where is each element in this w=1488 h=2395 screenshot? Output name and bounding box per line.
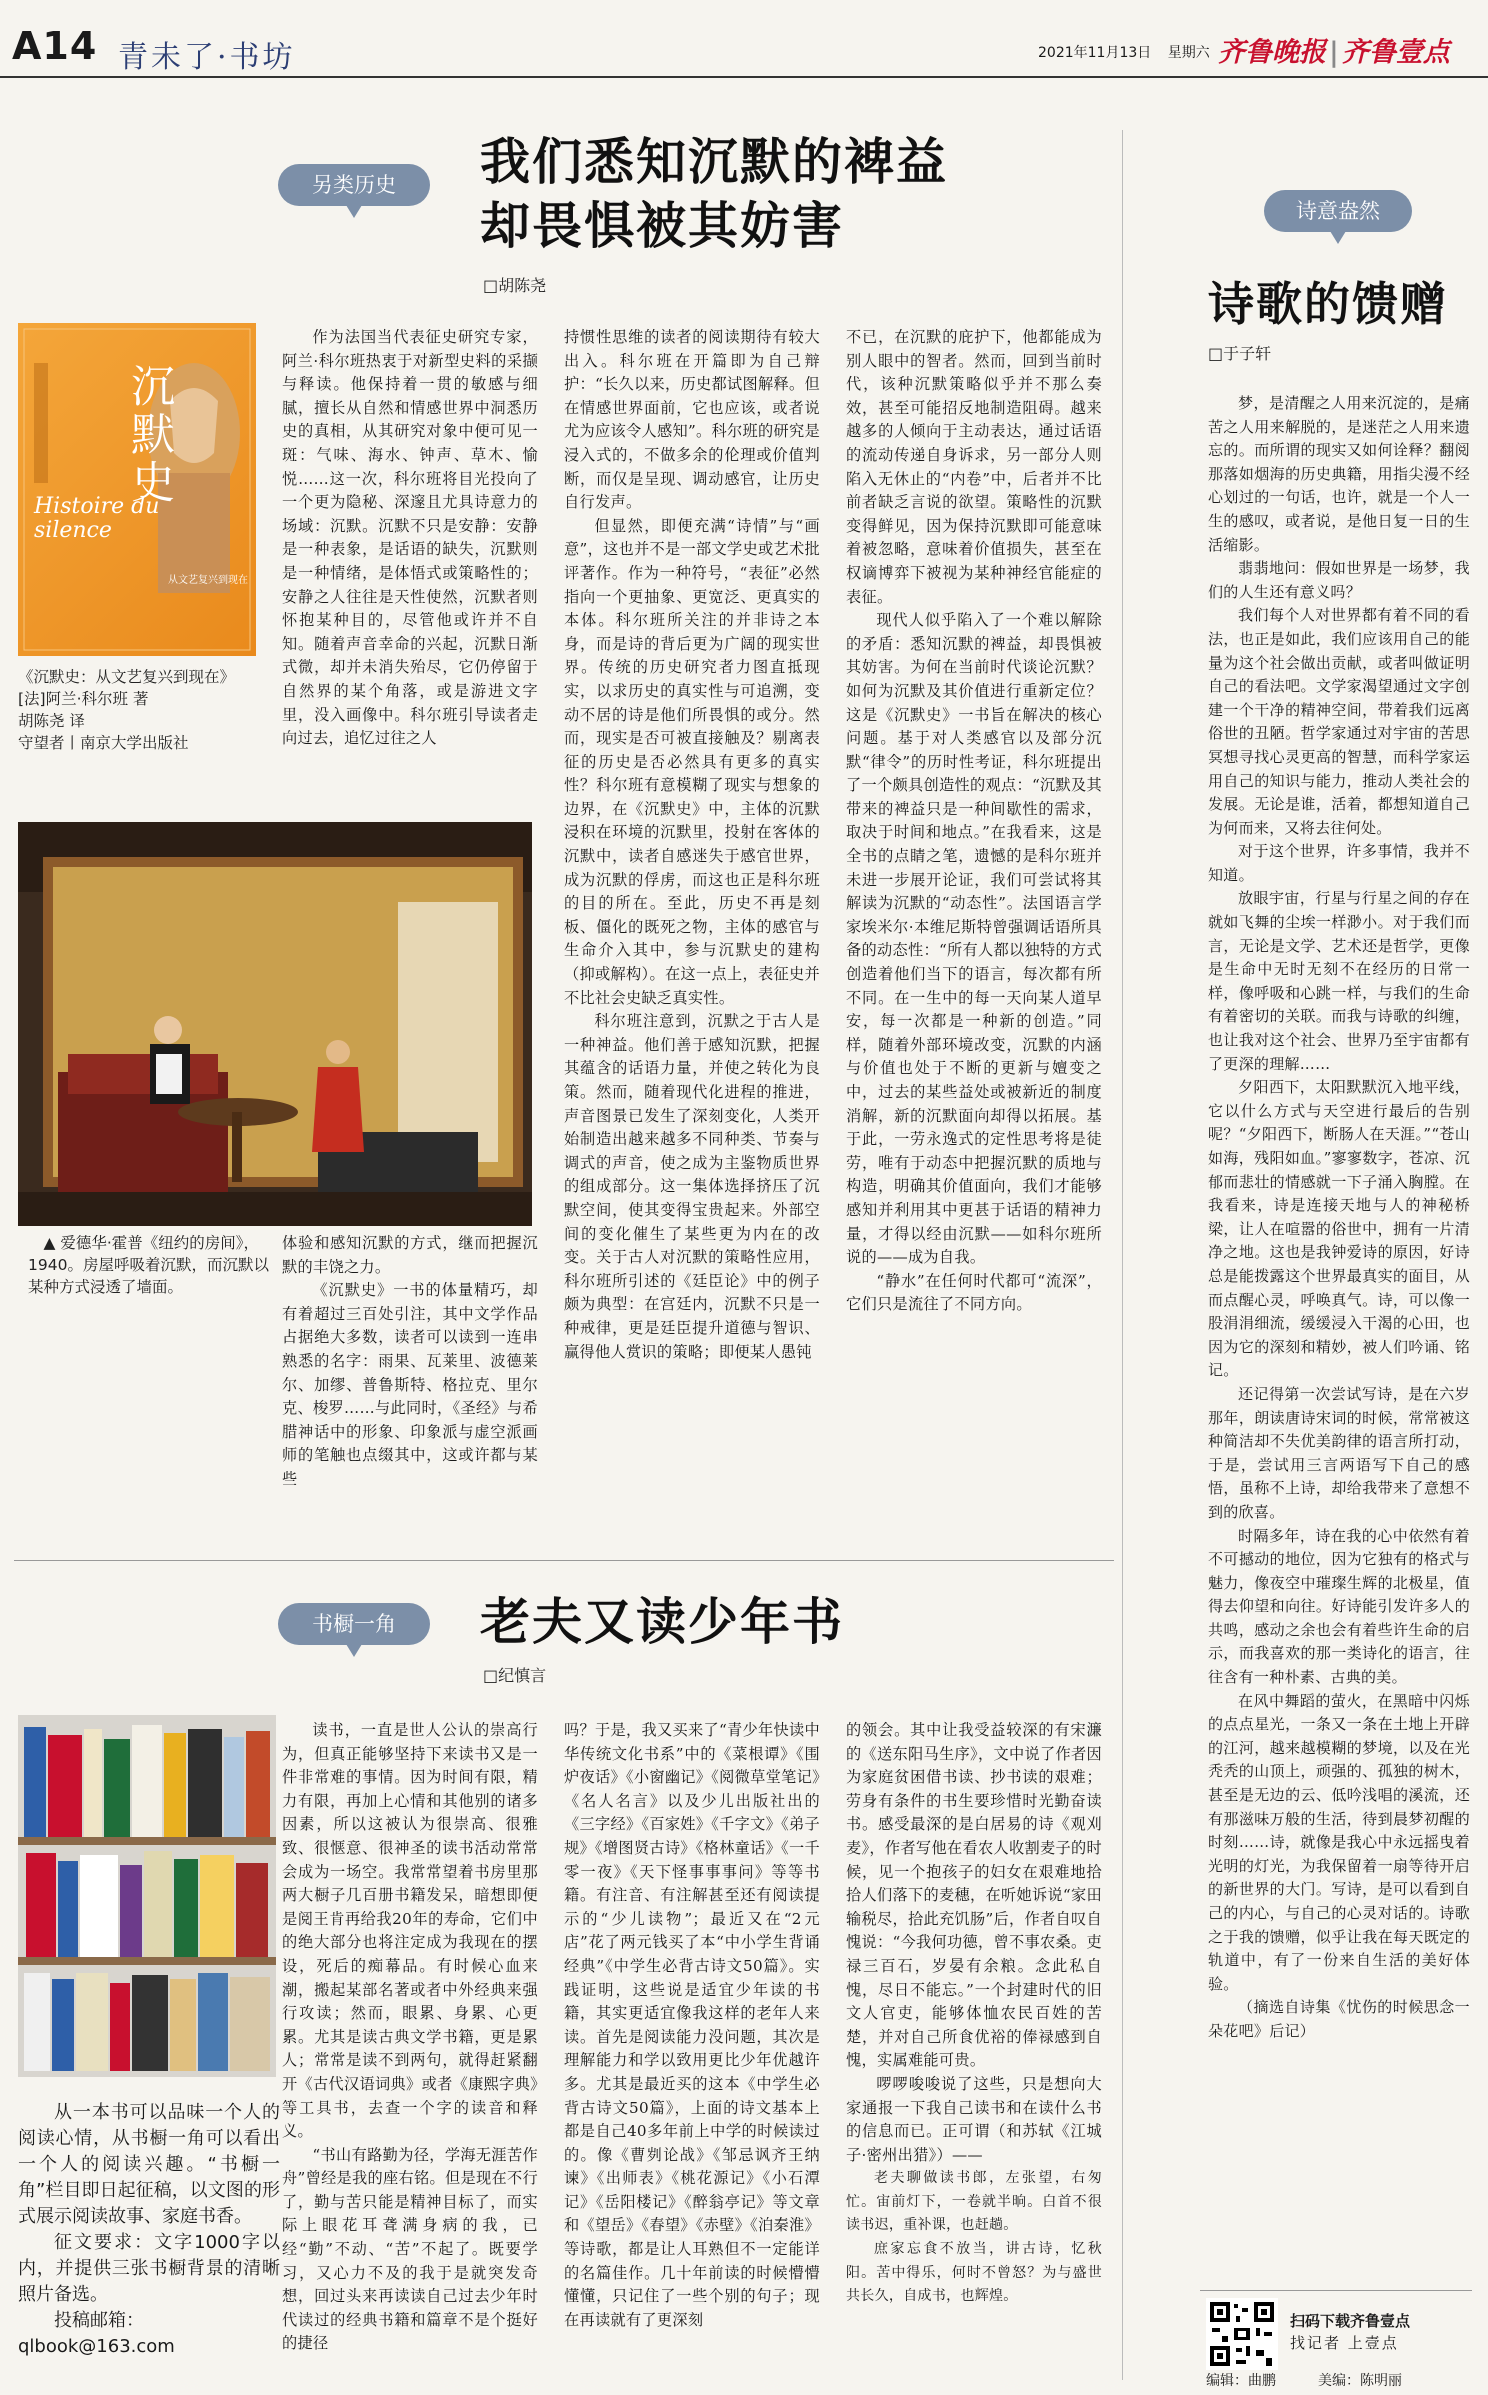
article1-column-3 xyxy=(846,326,1102,1317)
bookshelf-image xyxy=(18,1715,276,2077)
article1-paragraph: 科尔班注意到，沉默之于古人是一种神益。他们善于感知沉默，把握其蕴含的话语力量，并使之转化为良策。然而，随着现代化进程的推进，声音图景已发生了深刻变化，人类开始制造出越来越多不同种类、节奏与调式的声音，使之成为主鉴物质世界的组成部分。这一集体选择挤压了沉默空间，使其变得宝贵起来。外部空间的变化催生了某些更为内在的改变。关于古人对沉默的策略性应用，科尔班所引述的《廷臣论》中的例子颇为典型：在宫廷内，沉默不只是一种戒律，更是廷臣提升道德与智识、赢得他人赏识的策略；即便某人愚钝 xyxy=(564,1012,820,1361)
article3-paragraph: 梦，是清醒之人用来沉淀的，是痛苦之人用来解脱的，是迷茫之人用来遗忘的。而所谓的现实又如何诠释？翻阅那落如烟海的历史典籍，用指尖漫不经心划过的一句话，也许，就是一个人一生的感叹，或者说，是他日复一日的生活缩影。 xyxy=(1208,394,1470,554)
article1-paragraph: “静水”在任何时代都可“流深”，它们只是流往了不同方向。 xyxy=(846,1271,1102,1314)
tag-poetic: 诗意盎然 xyxy=(1264,190,1412,232)
article1-title-line1: 我们悉知沉默的裨益 xyxy=(480,132,948,191)
tag-alternative-history: 另类历史 xyxy=(278,164,430,206)
section-title: 青未了·书坊 xyxy=(118,40,296,75)
footer-rule xyxy=(1200,2290,1472,2291)
brand-name-1: 齐鲁晚报 xyxy=(1218,37,1326,68)
article2-column-2 xyxy=(564,1719,820,2332)
issue-date xyxy=(1038,42,1210,62)
right-column-divider xyxy=(1122,130,1123,2380)
book-caption-publisher: 守望者丨南京大学出版社 xyxy=(18,734,189,752)
brand-name-2: 齐鲁壹点 xyxy=(1341,37,1450,68)
article3-paragraph: 翡翡地问：假如世界是一场梦，我们的人生还有意义吗？ xyxy=(1208,559,1470,601)
article1-column-1b xyxy=(282,1232,538,1492)
article3-paragraph: 对于这个世界，许多事情，我并不知道。 xyxy=(1208,842,1470,884)
article2-poem: 老夫聊做读书郎，左张望，右匆忙。宙前灯下，一卷就半晌。白首不很读书迟，重补课，也赶趟。 xyxy=(846,2170,1102,2234)
qr-code[interactable] xyxy=(1206,2298,1278,2370)
painting-caption: ▲ 爱德华·霍普《纽约的房间》，1940。房屋呼吸着沉默，而沉默以某种方式浸透了墙面。 xyxy=(28,1234,269,1296)
header-rule xyxy=(0,76,1488,78)
article3-paragraph: 我们每个人对世界都有着不同的看法，也正是如此，我们应该用自己的能量为这个社会做出贡献，或者叫做证明自己的看法吧。文学家渴望通过文字创建一个干净的精神空间，带着我们远离俗世的丑陋。哲学家通过对宇宙的苦思冥想寻找心灵更高的智慧，而科学家运用自己的知识与能力，推动人类社会的发展。无论是谁，活着，都想知道自己为何而来，又将去往何处。 xyxy=(1208,606,1470,837)
article1-byline: □胡陈尧 xyxy=(483,276,547,295)
date: 2021年11月13日 xyxy=(1038,45,1152,61)
painting-art xyxy=(18,822,532,1226)
article1-paragraph: 现代人似乎陷入了一个难以解除的矛盾：悉知沉默的裨益，却畏惧被其妨害。为何在当前时代谈论沉默？如何为沉默及其价值进行重新定位？这是《沉默史》一书旨在解决的核心问题。基于对人类感官以及部分沉默“律令”的历时性考证，科尔班提出了一个颇具创造性的观点：“沉默及其带来的裨益只是一种间歇性的需求，取决于时间和地点。”在我看来，这是全书的点睛之笔，遗憾的是科尔班并未进一步展开论证，我们可尝试将其解读为沉默的“动态性”。法国语言学家埃米尔·本维尼斯特曾强调话语所具备的动态性：“所有人都以独特的方式创造着他们当下的语言，每次都有所不同。在一生中的每一天向某人道早安，每一次都是一种新的创造。”同样，随着外部环境改变，沉默的内涵与价值也处于不断的更新与嬗变之中，过去的某些益处或被新近的制度消解，新的沉默面向却得以拓展。基于此，一劳永逸式的定性思考将是徒劳，唯有于动态中把握沉默的质地与构造，明确其价值面向，我们才能够感知并利用其中更甚于话语的精神力量，才得以经由沉默——如科尔班所说的——成为自我。 xyxy=(846,611,1102,1267)
article2-poem: 庶家忘食不放当，讲古诗，忆秋阳。苦中得乐，何时不曾怒？为与盛世共长久，自成书，也辉煌。 xyxy=(846,2241,1102,2305)
article1-paragraph: 但显然，即便充满“诗情”与“画意”，这也并不是一部文学史或艺术批评著作。作为一种符号，“表征”必然指向一个更抽象、更宽泛、更真实的本体。科尔班所关注的并非诗之本身，而是诗的背后更为广阔的现实世界。传统的历史研究者力图直抵现实，以求历史的真实性与可追溯，变动不居的诗是他们所畏惧的或分。然而，现实是否可被直接触及？剔离表征的历史是否必然具有更多的真实性？科尔班有意模糊了现实与想象的边界，在《沉默史》中，主体的沉默浸积在环境的沉默里，投射在客体的沉默中，读者自感迷失于感官世界，成为沉默的俘虏，而这也正是科尔班的目的所在。至此，历史不再是刻板、僵化的既死之物，主体的感官与生命介入其中，参与沉默史的建构（抑或解构）。在这一点上，表征史并不比社会史缺乏真实性。 xyxy=(564,516,820,1007)
article2-paragraph: 啰啰唆唆说了这些，只是想向大家通报一下我自己读书和在读什么书的信息而已。正可谓（和苏轼《江城子·密州出猎》）—— xyxy=(846,2074,1102,2164)
qr-promo xyxy=(1290,2310,1410,2354)
article1-paragraph: 作为法国当代表征史研究专家，阿兰·科尔班热衷于对新型史料的采撷与释读。他保持着一贯的敏感与细腻，擅长从自然和情感世界中洞悉历史的真相，从其研究对象中便可见一斑：气味、海水、钟声、草木、愉悦……这一次，科尔班将目光投向了一个更为隐秘、深邃且尤具诗意力的场域：沉默。沉默不只是安静：安静是一种表象，是话语的缺失，沉默则是一种情绪，是体悟式或策略性的；安静之人往往是天性使然，沉默者则怀抱某种目的，尽管他或许并不自知。随着声音幸命的兴起，沉默日渐式微，却并未消失殆尽，它仍停留于自然界的某个角落，或是游进文字里，没入画像中。科尔班引导读者走向过去，追忆过往之人 xyxy=(282,328,538,748)
page-number: A14 xyxy=(12,24,98,68)
article2-column-1 xyxy=(282,1719,538,2356)
article1-paragraph: 不已，在沉默的庇护下，他都能成为别人眼中的智者。然而，回到当前时代，该种沉默策略似乎并不那么奏效，甚至可能招反地制造阻碍。越来越多的人倾向于主动表达，通过话语的流动传递自身诉求，另一部分人则陷入无休止的“内卷”中，后者并不比前者缺乏言说的欲望。策略性的沉默变得鲜见，因为保持沉默即可能意味着被忽略，意味着价值损失，甚至在权谪博弈下被视为某种神经官能症的表征。 xyxy=(846,328,1102,606)
article1-paragraph: 持惯性思维的读者的阅读期待有较大出入。科尔班在开篇即为自己辩护：“长久以来，历史都试图解释。但在情感世界面前，它也应该，或者说尤为应该令人感知”。科尔班的研究是浸入式的，不做多余的伦理或价值判断，而仅是呈现、调动感官，让历史自行发声。 xyxy=(564,328,820,512)
book-caption-author: [法]阿兰·科尔班 著 xyxy=(18,690,149,708)
article2-paragraph: 读书，一直是世人公认的崇高行为，但真正能够坚持下来读书又是一件非常难的事情。因为时间有限，精力有限，再加上心情和其他别的诸多因素，所以这被认为很崇高、很雅致、很惬意、很神圣的读书活动常常会成为一场空。我常常望着书房里那两大橱子几百册书籍发呆，暗想即便是阅王肯再给我20年的寿命，它们中的绝大部分也将注定成为我现在的摆设，死后的痴幕品。有时候心血来潮，搬起某部名著或者中外经典来强行攻读；然而，眼累、身累、心更累。尤其是读古典文学书籍，更是累人；常常是读不到两句，就得赶紧翻开《古代汉语词典》或者《康熙字典》等工具书，去查一个字的读音和释义。 xyxy=(282,1721,538,2141)
article1-column-2 xyxy=(564,326,820,1364)
bookshelf-art xyxy=(18,1715,276,2077)
article1-column-1 xyxy=(282,326,538,751)
promo-text: 从一本书可以品味一个人的阅读心情，从书橱一角可以看出一个人的阅读兴趣。“书橱一角”栏目即日起征稿，以文图的形式展示阅读故事、家庭书香。 xyxy=(18,2102,280,2227)
article3-title: 诗歌的馈赠 xyxy=(1208,277,1448,331)
book-cover-title: 沉默史 xyxy=(123,363,174,507)
book-cover-image xyxy=(18,323,256,656)
book-cover-latin: Histoire du silence xyxy=(34,494,160,543)
qr-text-1: 扫码下载齐鲁壹点 xyxy=(1290,2312,1411,2330)
article3-paragraph: 放眼宇宙，行星与行星之间的存在就如飞舞的尘埃一样渺小。对于我们而言，无论是文学、艺术还是哲学，更像是生命中无时无刻不在经历的日常一样，像呼吸和心跳一样，与我们的生命有着密切的关联。而我与诗歌的纠缠，也让我对这个社会、世界乃至宇宙都有了更深的理解…… xyxy=(1208,889,1470,1073)
call-for-submissions xyxy=(18,2100,280,2360)
book-cover-subtitle: 从文艺复兴到现在 xyxy=(168,575,248,586)
qr-code-icon xyxy=(1206,2298,1278,2370)
article1-title-line2: 却畏惧被其妨害 xyxy=(480,196,844,255)
qr-text-2: 找记者 上壹点 xyxy=(1290,2334,1399,2352)
brand-logo: 齐鲁晚报 | 齐鲁壹点 xyxy=(1218,37,1450,68)
book-caption-translator: 胡陈尧 译 xyxy=(18,712,85,730)
article-divider xyxy=(14,1560,1114,1561)
designer-credit: 美编：陈明丽 xyxy=(1318,2373,1402,2389)
promo-requirements: 征文要求：文字1000字以内，并提供三张书橱背景的清晰照片备选。 xyxy=(18,2232,280,2305)
article2-byline: □纪慎言 xyxy=(483,1666,547,1685)
article3-paragraph: 还记得第一次尝试写诗，是在六岁那年，朗读唐诗宋词的时候，常常被这种简洁却不失优美韵律的语言所打动，于是，尝试用三言两语写下自己的感悟，虽称不上诗，却给我带来了意想不到的欣喜。 xyxy=(1208,1384,1470,1521)
article3-paragraph: 在风中舞蹈的萤火，在黑暗中闪烁的点点星光，一条又一条在土地上开辟的江河，越来越模糊的梦境，以及在光秃秃的山顶上，顽强的、孤独的树木，甚至是无边的云、低吟浅唱的溪流，还有那滋味万般的生活，待到晨梦初醒的时刻……诗，就像是我心中永远摇曳着光明的灯光，为我保留着一扇等待开启的新世界的大门。写诗，是可以看到自己的内心，与自己的心灵对话的。诗歌之于我的馈赠，似乎让我在每天既定的轨道中，有了一份来自生活的美好体验。 xyxy=(1208,1691,1470,1993)
email-label: 投稿邮箱： xyxy=(54,2310,144,2331)
promo-email xyxy=(18,2308,280,2334)
tag-bookshelf-corner: 书橱一角 xyxy=(278,1603,430,1645)
article3-source: （摘选自诗集《忧伤的时候思念一朵花吧》后记） xyxy=(1208,1998,1470,2040)
article2-paragraph: “书山有路勤为径，学海无涯苦作舟”曾经是我的座右铭。但是现在不行了，勤与苦只能是精神目标了，而实际上眼花耳聋满身病的我，已经“勤”不动、“苦”不起了。既要学习，又心力不及的我于是就突发奇想，回过头来再读读自己过去少年时代读过的经典书籍和篇章不是个挺好的捷径 xyxy=(282,2145,538,2353)
weekday: 星期六 xyxy=(1167,45,1210,61)
article3-paragraph: 夕阳西下，太阳默默沉入地平线，它以什么方式与天空进行最后的告别呢？“夕阳西下，断肠人在天涯。”“苍山如海，残阳如血。”寥寥数字，苍凉、沉郁而悲壮的情感就一下子涌入胸膛。在我看来，诗是连接天地与人的神秘桥梁，让人在喧嚣的俗世中，拥有一片清净之地。这也是我钟爱诗的原因，好诗总是能拨露这个世界最真实的面目，从而点醒心灵，呼唤真气。诗，可以像一股涓涓细流，缓缓浸入干渴的心田，也因为它的深刻和精妙，被人们吟诵、铭记。 xyxy=(1208,1078,1470,1380)
article3-column xyxy=(1208,392,1470,2044)
article3-byline: □于子轩 xyxy=(1208,344,1272,363)
article2-paragraph: 的领会。其中让我受益较深的有宋濂的《送东阳马生序》，文中说了作者因为家庭贫困借书读、抄书读的艰难；劳身有条件的书生要珍惜时光勤奋读书。感受最深的是白居易的诗《观刈麦》，作者写他在看农人收割麦子的时候，见一个抱孩子的妇女在艰难地拾拾人们落下的麦穗，在听她诉说“家田输税尽，拾此充饥肠”后，作者自叹自愧说：“今我何功德，曾不事农桑。吏禄三百石，岁晏有余粮。念此私自愧，尽日不能忘。”一个封建时代的旧文人官吏，能够体恤农民百姓的苦楚，并对自己所食优裕的俸禄感到自愧，实属难能可贵。 xyxy=(846,1721,1102,2070)
article3-paragraph: 时隔多年，诗在我的心中依然有着不可撼动的地位，因为它独有的格式与魅力，像夜空中璀璨生辉的北极星，值得去仰望和向往。好诗能引发许多人的共鸣，感动之余也会有着些许生命的启示，而我喜欢的那一类诗化的语言，往往含有一种朴素、古典的美。 xyxy=(1208,1526,1470,1687)
article2-title: 老夫又读少年书 xyxy=(480,1592,844,1651)
book-caption-title: 《沉默史：从文艺复兴到现在》 xyxy=(18,668,236,686)
book-caption xyxy=(18,666,258,754)
article2-paragraph: 吗？于是，我又买来了“青少年快读中华传统文化书系”中的《菜根谭》《围炉夜话》《小窗幽记》《阅微草堂笔记》《名人名言》以及少儿出版社出的《三字经》《百家姓》《千字文》《弟子规》《增图贤古诗》《格林童话》《一千零一夜》《天下怪事事事问》等等书籍。有注音、有注解甚至还有阅读提示的“少儿读物”；最近又在“2元店”花了两元钱买了本“中小学生背诵经典”《中学生必背古诗文50篇》。实践证明，这些说是适宜少年读的书籍，其实更适宜像我这样的老年人来读。首先是阅读能力没问题，其次是理解能力和学以致用更比少年优越许多。尤其是最近买的这本《中学生必背古诗文50篇》，上面的诗文基本上都是自己40多年前上中学的时候读过的。像《曹刿论战》《邹忌讽齐王纳谏》《出师表》《桃花源记》《小石潭记》《岳阳楼记》《醉翁亭记》等文章和《望岳》《春望》《赤壁》《泊秦淮》等诗歌，都是让人耳熟但不一定能详的名篇佳作。几十年前读的时候懵懵懂懂，只记住了一些个别的句子；现在再读就有了更深刻 xyxy=(564,1721,820,2329)
article1-title xyxy=(480,130,948,258)
hopper-painting-image xyxy=(18,822,532,1226)
article2-column-3 xyxy=(846,1719,1102,2309)
article1-paragraph: 《沉默史》一书的体量精巧，却有着超过三百处引注，其中文学作品占据绝大多数，读者可以读到一连串熟悉的名字：雨果、瓦莱里、波德莱尔、加缪、普鲁斯特、格拉克、里尔克、梭罗……与此同时，《圣经》与希腊神话中的形象、印象派与虚空派画师的笔触也点缀其中，这或许都与某些 xyxy=(282,1281,538,1488)
article1-paragraph: 体验和感知沉默的方式，继而把握沉默的丰饶之力。 xyxy=(282,1234,538,1276)
submission-email-link[interactable]: qlbook@163.com xyxy=(18,2336,175,2357)
editor-credit: 编辑：曲鹏 xyxy=(1206,2373,1276,2389)
